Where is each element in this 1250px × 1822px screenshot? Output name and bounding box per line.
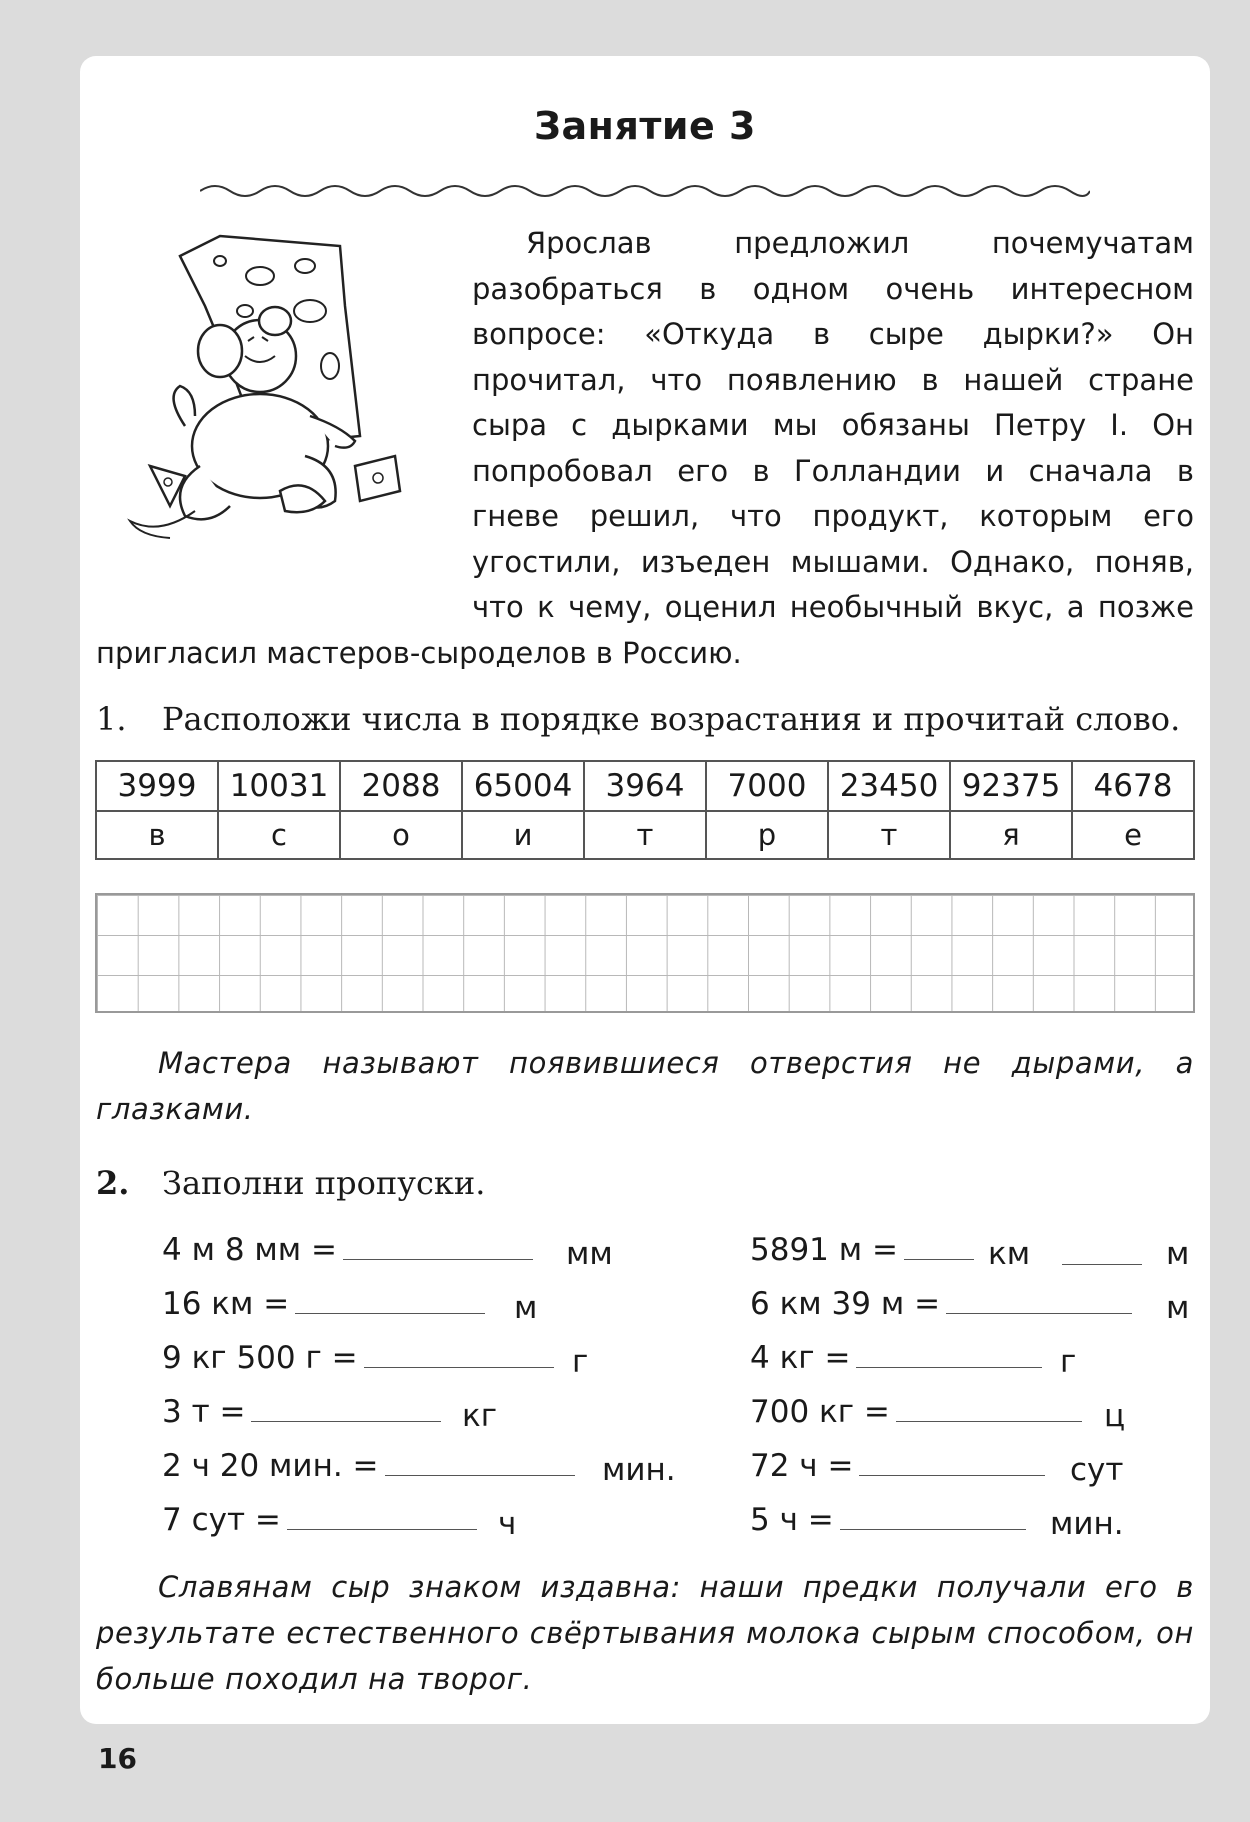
note-2-text: Славянам сыр знаком издавна: наши предки получали его в результате естественного свёртывания молока сырым способом, он больше походил на творог. [96, 1570, 1194, 1696]
equation-right-1: 5891 м = км м [750, 1232, 1190, 1272]
equation-left-1: 4 м 8 мм = мм [162, 1232, 613, 1272]
letter-cell: р [706, 811, 828, 859]
task-2-text: Заполни пропуски. [162, 1164, 486, 1202]
equation-left-4: 3 т = кг [162, 1394, 498, 1434]
answer-blank[interactable] [946, 1287, 1132, 1314]
number-cell: 10031 [218, 761, 340, 811]
letter-cell: т [828, 811, 950, 859]
number-cell: 7000 [706, 761, 828, 811]
answer-blank[interactable] [840, 1503, 1026, 1530]
equation-left-5: 2 ч 20 мин. = мин. [162, 1448, 676, 1488]
equation-left-3: 9 кг 500 г = г [162, 1340, 589, 1380]
task-1-heading [96, 700, 1180, 738]
equation-right-4: 700 кг = ц [750, 1394, 1126, 1434]
letters-row [96, 811, 1194, 859]
answer-blank[interactable] [287, 1503, 477, 1530]
number-cell: 92375 [950, 761, 1072, 811]
number-cell: 2088 [340, 761, 462, 811]
equation-left-2: 16 км = м [162, 1286, 538, 1326]
equation-right-3: 4 кг = г [750, 1340, 1077, 1380]
numbers-letters-table [95, 760, 1195, 860]
equation-right-6: 5 ч = мин. [750, 1502, 1124, 1542]
answer-blank[interactable] [1062, 1238, 1142, 1265]
page-title: Занятие 3 [534, 104, 756, 148]
answer-grid[interactable] [95, 893, 1195, 1013]
answer-blank[interactable] [859, 1449, 1045, 1476]
numbers-row [96, 761, 1194, 811]
task-1-number: 1. [96, 700, 127, 738]
note-2 [96, 1564, 1194, 1702]
letter-cell: т [584, 811, 706, 859]
answer-blank[interactable] [364, 1341, 554, 1368]
answer-blank[interactable] [856, 1341, 1042, 1368]
letter-cell: я [950, 811, 1072, 859]
task-1-text: Расположи числа в порядке возрастания и прочитай слово. [162, 700, 1181, 738]
answer-blank[interactable] [896, 1395, 1082, 1422]
letter-cell: и [462, 811, 584, 859]
task-2-heading [96, 1164, 485, 1202]
answer-blank[interactable] [251, 1395, 441, 1422]
equation-right-5: 72 ч = сут [750, 1448, 1124, 1488]
number-cell: 3964 [584, 761, 706, 811]
answer-blank[interactable] [904, 1233, 974, 1260]
letter-cell: е [1072, 811, 1194, 859]
letter-cell: в [96, 811, 218, 859]
intro-paragraph: Ярослав предложил почемучатам разобраться в одном очень интересном вопросе: «Откуда в сыре дырки?» Он прочитал, что появлению в нашей стране сыра с дырками мы обязаны Петру I. Он попробовал его в Голландии и сначала в гневе решил, что продукт, которым его угостили, изъеден мышами. Однако, поняв, что к чему, оценил необычный вкус, а позже пригласил мастеров-сыроделов в Россию. [96, 226, 1194, 670]
number-cell: 65004 [462, 761, 584, 811]
letter-cell: о [340, 811, 462, 859]
number-cell: 4678 [1072, 761, 1194, 811]
equation-left-6: 7 сут = ч [162, 1502, 517, 1542]
worksheet-page [80, 56, 1210, 1724]
answer-blank[interactable] [385, 1449, 575, 1476]
letter-cell: с [218, 811, 340, 859]
task-2-number: 2. [96, 1164, 130, 1202]
answer-blank[interactable] [343, 1233, 533, 1260]
note-1 [96, 1040, 1194, 1132]
wavy-divider [200, 176, 1090, 206]
number-cell: 23450 [828, 761, 950, 811]
intro-text [96, 221, 1194, 676]
number-cell: 3999 [96, 761, 218, 811]
answer-blank[interactable] [295, 1287, 485, 1314]
page-number: 16 [98, 1742, 137, 1775]
equation-right-2: 6 км 39 м = м [750, 1286, 1190, 1326]
note-1-text: Мастера называют появившиеся отверстия не дырами, а глазками. [96, 1046, 1194, 1126]
